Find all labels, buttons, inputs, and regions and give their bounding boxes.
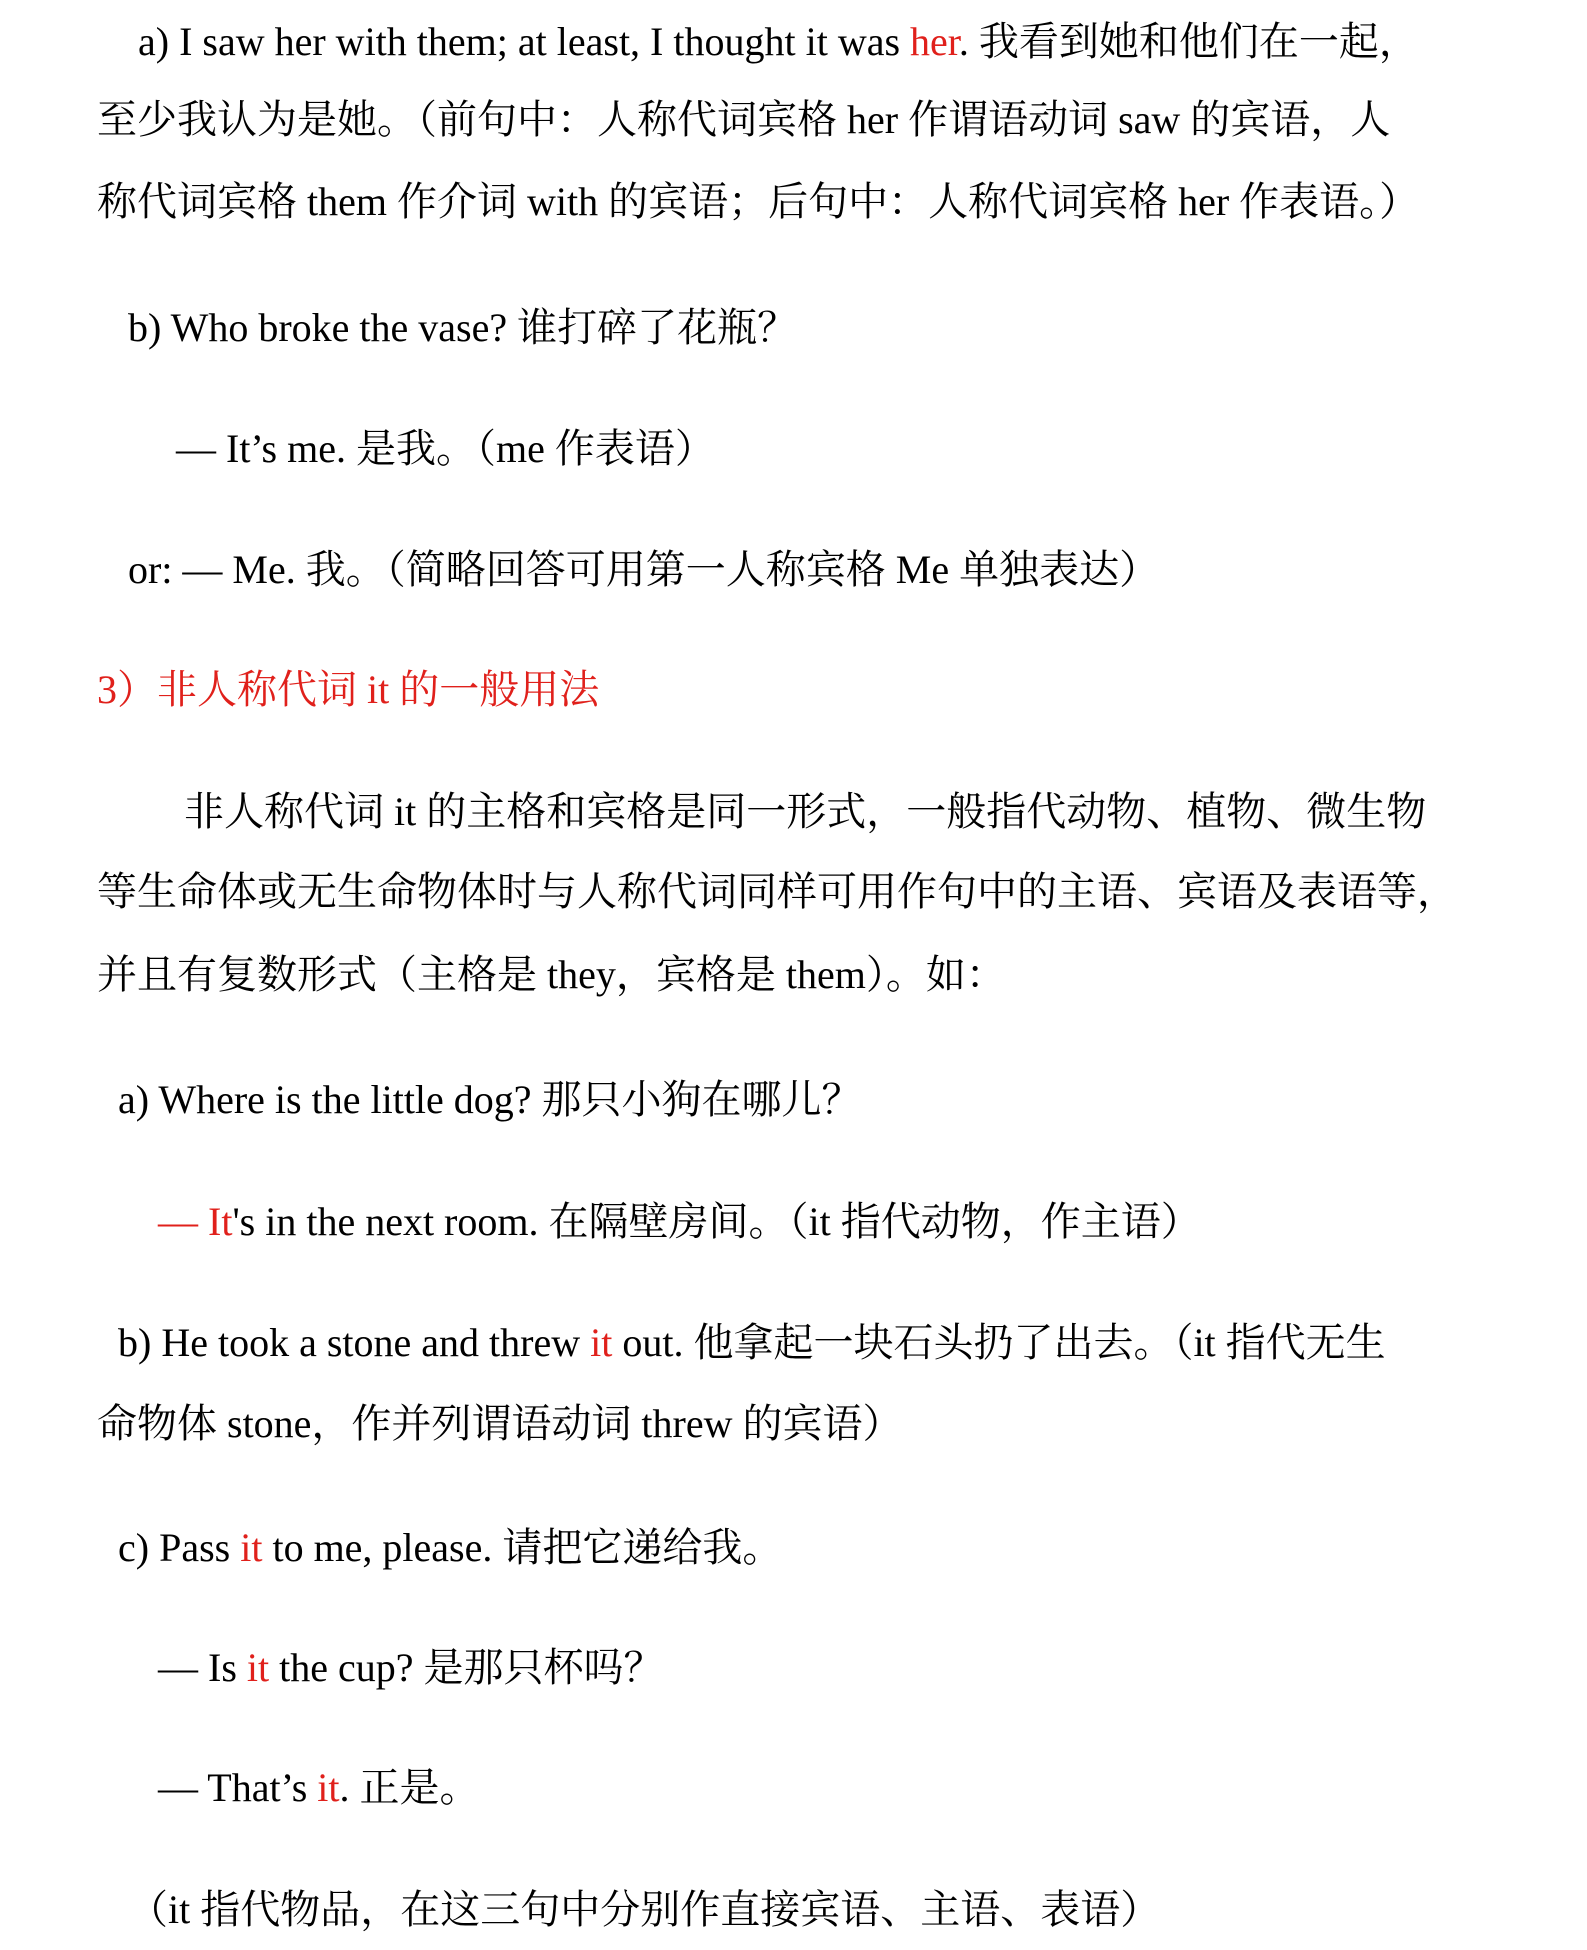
highlight-it: — It — [158, 1199, 233, 1244]
example-a-answer: — It's in the next room. 在隔壁房间。（it 指代动物，作主语） — [158, 1199, 1201, 1244]
highlight-it: it — [590, 1320, 613, 1365]
highlight-it: it — [246, 1645, 270, 1690]
example-c-request: c) Pass it to me, please. 请把它递给我。 — [118, 1525, 783, 1570]
example-c-answer: — That’s it. 正是。 — [158, 1765, 480, 1810]
example-a-line-2: 至少我认为是她。（前句中：人称代词宾格 her 作谓语动词 saw 的宾语，人 — [97, 97, 1391, 142]
example-b-sentence-1: b) He took a stone and threw it out. 他拿起一块石头扔了出去。（it 指代无生 — [118, 1320, 1386, 1365]
highlight-her: her — [910, 19, 959, 64]
example-c-question: — Is it the cup? 是那只杯吗？ — [158, 1645, 664, 1690]
example-b-alternative: or: — Me. 我。（简略回答可用第一人称宾格 Me 单独表达） — [128, 547, 1160, 592]
highlight-it: it — [317, 1765, 340, 1810]
example-a-line-3: 称代词宾格 them 作介词 with 的宾语；后句中：人称代词宾格 her 作表语。） — [97, 179, 1420, 224]
example-b-answer: — It’s me. 是我。（me 作表语） — [176, 426, 715, 471]
paragraph-line-2: 等生命体或无生命物体时与人称代词同样可用作句中的主语、宾语及表语等， — [97, 869, 1457, 914]
paragraph-line-3: 并且有复数形式（主格是 they，宾格是 them）。如： — [97, 952, 1006, 997]
highlight-it: it — [240, 1525, 263, 1570]
example-c-note: （it 指代物品，在这三句中分别作直接宾语、主语、表语） — [128, 1887, 1161, 1932]
example-b-sentence-2: 命物体 stone，作并列谓语动词 threw 的宾语） — [97, 1401, 903, 1446]
example-a-line-1: a) I saw her with them; at least, I thought it was her. 我看到她和他们在一起， — [138, 19, 1419, 64]
paragraph-line-1: 非人称代词 it 的主格和宾格是同一形式，一般指代动物、植物、微生物 — [184, 789, 1427, 834]
example-a-question: a) Where is the little dog? 那只小狗在哪儿？ — [118, 1077, 862, 1122]
section-heading: 3）非人称代词 it 的一般用法 — [97, 667, 600, 712]
example-b-question: b) Who broke the vase? 谁打碎了花瓶？ — [128, 305, 798, 350]
